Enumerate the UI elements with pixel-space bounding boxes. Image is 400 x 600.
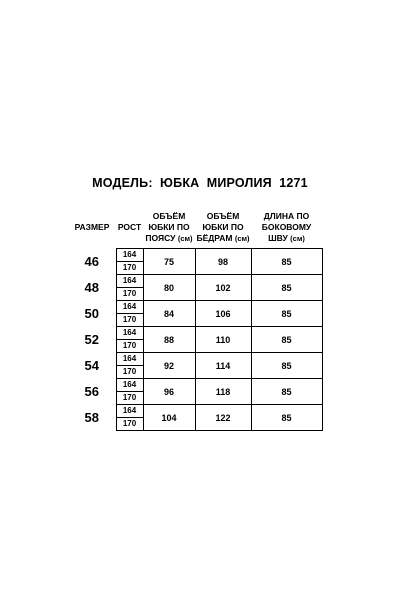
table-row [68, 249, 322, 262]
hips-cell: 106 [195, 301, 251, 327]
hips-cell: 110 [195, 327, 251, 353]
waist-cell: 96 [143, 379, 195, 405]
length-cell: 85 [251, 275, 322, 301]
length-cell: 85 [251, 379, 322, 405]
size-cell: 50 [84, 306, 99, 321]
height-cell: 164 [116, 379, 143, 392]
header-height-label: РОСТ [117, 222, 142, 232]
waist-cell: 92 [143, 353, 195, 379]
size-cell: 56 [84, 384, 99, 399]
height-cell: 170 [116, 340, 143, 353]
header-size [68, 207, 116, 249]
table-row [68, 301, 322, 314]
header-waist-line1: ОБЪЁМ [152, 211, 186, 221]
header-hips-line2: ЮБКИ ПО [202, 222, 244, 232]
height-cell: 170 [116, 366, 143, 379]
table-row [68, 353, 322, 366]
length-cell: 85 [251, 327, 322, 353]
height-cell: 170 [116, 262, 143, 275]
header-length-line1: ДЛИНА ПО [263, 211, 310, 221]
hips-cell: 98 [195, 249, 251, 275]
size-cell: 54 [84, 358, 99, 373]
height-cell: 164 [116, 249, 143, 262]
header-length-unit: (см) [290, 234, 305, 243]
table-row [68, 275, 322, 288]
header-hips-line1: ОБЪЁМ [206, 211, 240, 221]
length-cell: 85 [251, 301, 322, 327]
table-body [68, 249, 322, 431]
header-waist [143, 207, 195, 249]
header-waist-unit: (см) [177, 234, 193, 243]
height-cell: 164 [116, 353, 143, 366]
table-row [68, 405, 322, 418]
size-cell: 52 [84, 332, 99, 347]
header-waist-line3: ПОЯСУ [145, 233, 176, 243]
size-cell: 58 [84, 410, 99, 425]
hips-cell: 118 [195, 379, 251, 405]
header-hips [195, 207, 251, 249]
height-cell: 170 [116, 392, 143, 405]
header-length [251, 207, 322, 249]
waist-cell: 80 [143, 275, 195, 301]
size-table [68, 207, 323, 431]
height-cell: 164 [116, 405, 143, 418]
page-title: МОДЕЛЬ: ЮБКА МИРОЛИЯ 1271 [92, 176, 308, 190]
header-hips-line3: БЁДРАМ [196, 233, 233, 243]
table-header-row [68, 207, 322, 249]
height-cell: 170 [116, 314, 143, 327]
waist-cell: 75 [143, 249, 195, 275]
height-cell: 170 [116, 288, 143, 301]
length-cell: 85 [251, 353, 322, 379]
height-cell: 170 [116, 418, 143, 431]
header-length-line2: БОКОВОМУ [261, 222, 312, 232]
height-cell: 164 [116, 301, 143, 314]
hips-cell: 102 [195, 275, 251, 301]
hips-cell: 114 [195, 353, 251, 379]
header-height [116, 207, 143, 249]
header-length-line3: ШВУ [268, 233, 288, 243]
height-cell: 164 [116, 327, 143, 340]
height-cell: 164 [116, 275, 143, 288]
header-waist-line2: ЮБКИ ПО [148, 222, 190, 232]
length-cell: 85 [251, 249, 322, 275]
waist-cell: 84 [143, 301, 195, 327]
waist-cell: 88 [143, 327, 195, 353]
table-row [68, 327, 322, 340]
waist-cell: 104 [143, 405, 195, 431]
header-size-label: РАЗМЕР [74, 222, 110, 233]
table-row [68, 379, 322, 392]
size-cell: 46 [84, 254, 99, 269]
hips-cell: 122 [195, 405, 251, 431]
length-cell: 85 [251, 405, 322, 431]
header-hips-unit: (см) [234, 234, 250, 243]
size-cell: 48 [84, 280, 99, 295]
